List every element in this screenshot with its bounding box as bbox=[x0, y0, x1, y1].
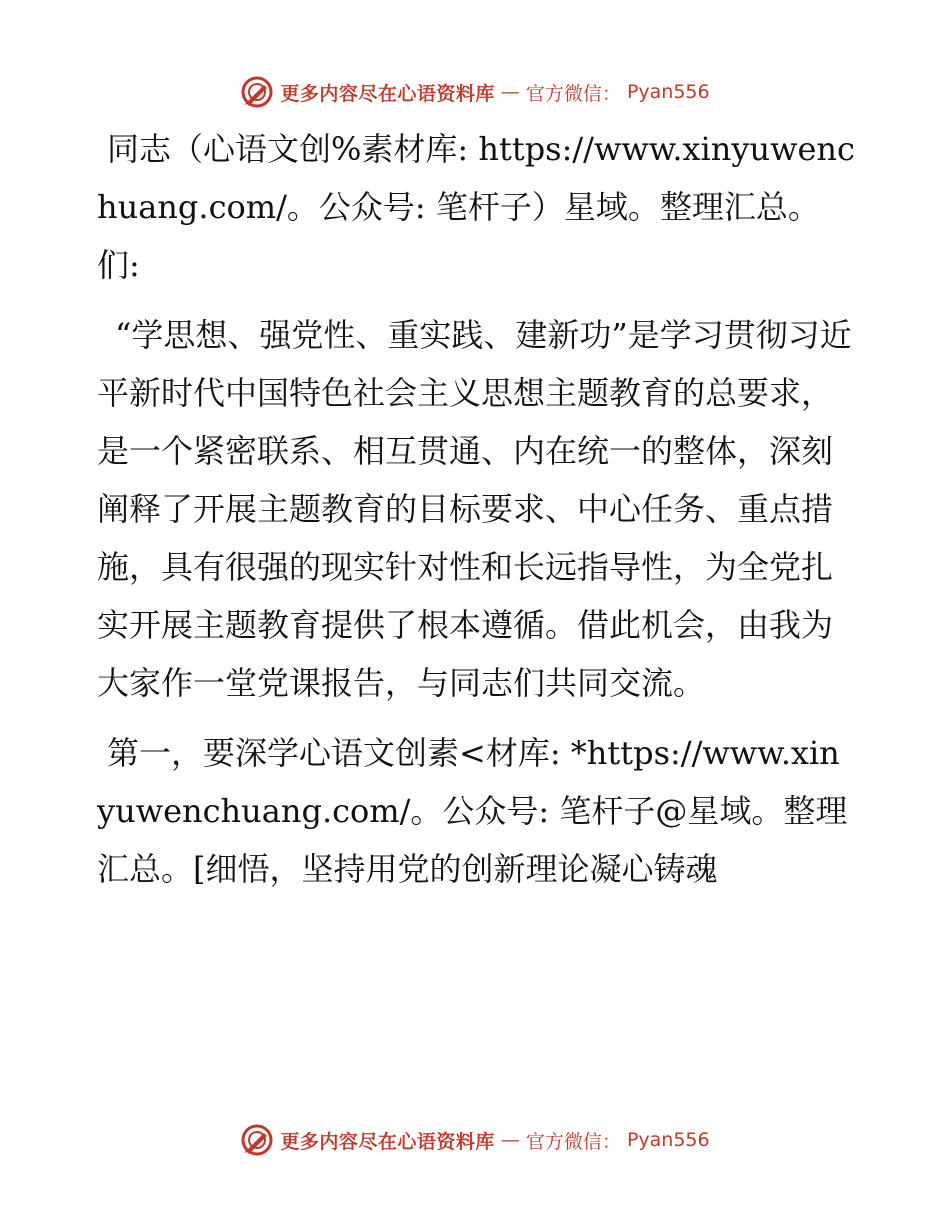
pen-logo-icon bbox=[240, 75, 274, 109]
wechat-id: Pyan556 bbox=[626, 1129, 710, 1151]
paragraph-greeting: 同志（心语文创%素材库: https://www.xinyuwenchuang.com/。公众号: 笔杆子）星域。整理汇总。们: bbox=[97, 130, 855, 284]
pen-logo-icon bbox=[240, 1123, 274, 1157]
banner-separator: — bbox=[500, 1129, 520, 1151]
paragraph-intro: “学思想、强党性、重实践、建新功”是学习贯彻习近平新时代中国特色社会主义思想主题教育的总要求，是一个紧密联系、相互贯通、内在统一的整体，深刻阐释了开展主题教育的目标要求、中心任务、重点措施，具有很强的现实针对性和长远指导性，为全党扎实开展主题教育提供了根本遵循。借此机会，由我为大家作一堂党课报告，与同志们共同交流。 bbox=[97, 316, 852, 702]
footer-banner bbox=[0, 1120, 950, 1160]
wechat-id: Pyan556 bbox=[626, 81, 710, 103]
document-body bbox=[97, 120, 857, 898]
paragraph-section-one: 第一，要深学心语文创素<材库: *https://www.xinyuwenchuang.com/。公众号: 笔杆子@星域。整理汇总。[细悟，坚持用党的创新理论凝心铸魂 bbox=[97, 734, 848, 888]
banner-text: 更多内容尽在心语资料库 bbox=[280, 82, 495, 105]
banner-text: 更多内容尽在心语资料库 bbox=[280, 1130, 495, 1153]
header-banner bbox=[0, 72, 950, 112]
wechat-label: 官方微信： bbox=[525, 1130, 621, 1153]
banner-separator: — bbox=[500, 81, 520, 103]
wechat-label: 官方微信： bbox=[525, 82, 621, 105]
